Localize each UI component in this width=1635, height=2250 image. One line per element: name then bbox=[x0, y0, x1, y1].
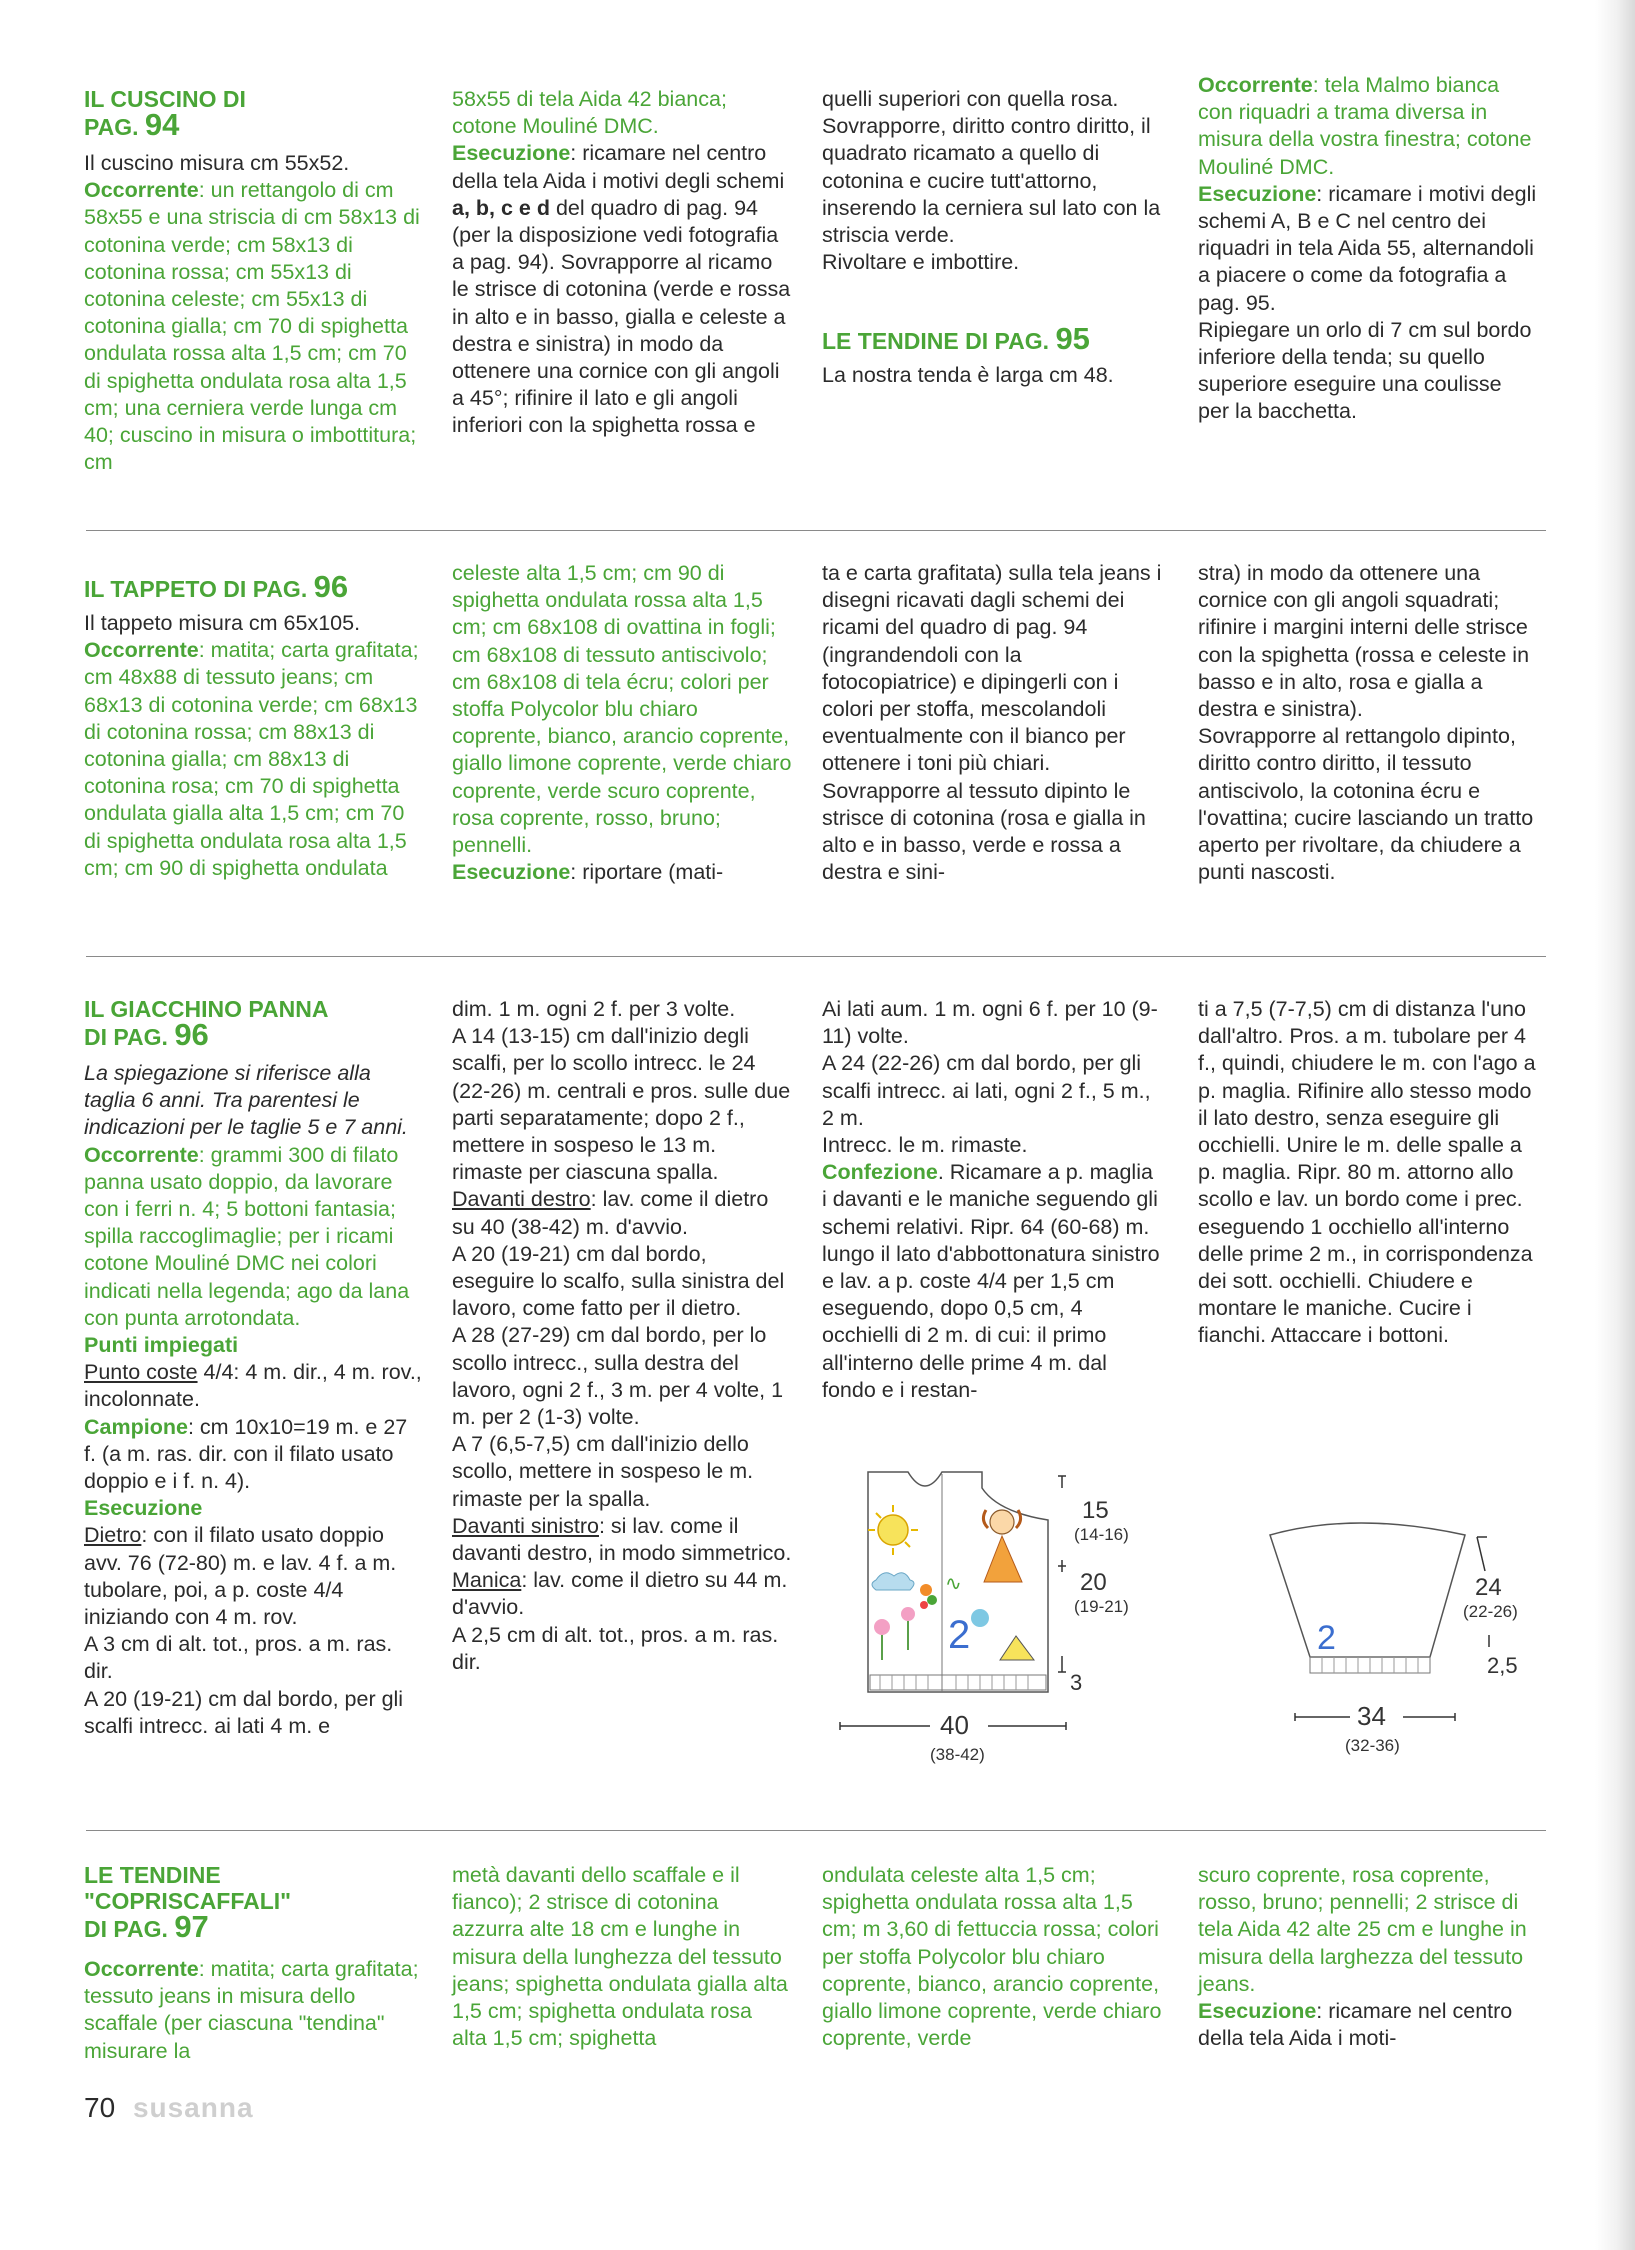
tappeto-occorrente bbox=[84, 637, 424, 882]
punto-coste-text: 4/4: 4 m. dir., 4 m. rov., incolonnate. bbox=[84, 1360, 422, 1412]
page-edge bbox=[1595, 0, 1635, 2250]
vest-dim-15-range: (14-16) bbox=[1074, 1525, 1129, 1544]
vest-dim-40: 40 bbox=[940, 1710, 969, 1740]
confezione bbox=[822, 1159, 1162, 1404]
occorrente-text: : matita; carta grafitata; tessuto jeans in misura dello scaffale (per ciascuna "tendina" misurare la bbox=[84, 1957, 419, 2063]
cuscino-paragraph-3: Rivoltare e imbottire. bbox=[822, 250, 1020, 275]
cuscino-paragraph-2: Sovrapporre, diritto contro diritto, il quadrato ricamato a quello di cotonina e cucire tutt'attorno, inserendo la cerniera sul lato con la striscia verde. bbox=[822, 114, 1161, 248]
copriscaffali-c4-text: scuro coprente, rosa coprente, rosso, bruno; pennelli; 2 strisce di tela Aida 42 alte 25 cm e lunghe in misura della larghezza del tessuto jeans. bbox=[1198, 1863, 1527, 1996]
dietro-text: : con il filato usato doppio avv. 76 (72-80) m. e lav. 4 f. a m. tubolare, poi, a p. coste 4/4 iniziando con 4 m. rov. bbox=[84, 1523, 397, 1630]
cuscino-materials-cont: 58x55 di tela Aida 42 bianca; cotone Mouliné DMC. bbox=[452, 87, 727, 139]
occorrente-label: Occorrente bbox=[1198, 73, 1313, 97]
campione-label: Campione bbox=[84, 1414, 188, 1439]
giacchino-heading-number: 96 bbox=[174, 1017, 209, 1052]
giacchino-c2-p6: A 2,5 cm di alt. tot., pros. a m. ras. dir. bbox=[452, 1622, 779, 1674]
giacchino-heading-line2: DI PAG. bbox=[84, 1024, 168, 1050]
vest-dim-15: 15 bbox=[1082, 1497, 1109, 1524]
copriscaffali-heading-line1: LE TENDINE bbox=[84, 1862, 221, 1888]
sleeve-drawing bbox=[1255, 1515, 1555, 1775]
copriscaffali-column-1 bbox=[84, 1862, 424, 2065]
occorrente-label: Occorrente bbox=[84, 178, 199, 203]
magazine-brand: susanna bbox=[132, 2092, 254, 2123]
davanti-sinistro-label: Davanti sinistro bbox=[452, 1513, 599, 1538]
cuscino-size: Il cuscino misura cm 55x52. bbox=[84, 151, 350, 175]
esecuzione-text-b: del quadro di pag. 94 (per la disposizione vedi fotografia a pag. 94). Sovrapporre al ricamo le strisce di cotonina (verde e rossa in alto e in basso, gialla e celeste a destra e sinistra) in modo da ottenere una cornice con gli angoli a 45°; rifinire il lato e gli angoli inferiori con la spighetta rossa e bbox=[452, 195, 791, 438]
tendine95-paragraph-2: Ripiegare un orlo di 7 cm sul bordo inferiore della tenda; su quello superiore eseguire una coulisse per la bacchetta. bbox=[1198, 317, 1532, 424]
occorrente-text: : un rettangolo di cm 58x55 e una striscia di cm 58x13 di cotonina verde; cm 58x13 di cotonina rossa; cm 55x13 di cotonina celeste; cm 55x13 di cotonina gialla; cm 70 di spighetta ondulata rossa alta 1,5 cm; cm 70 di spighetta ondulata rosa alta 1,5 cm; una cerniera verde lunga cm 40; cuscino in misura o imbottitura; cm bbox=[84, 178, 420, 475]
copriscaffali-occorrente bbox=[84, 1956, 424, 2065]
punti-label: Punti impiegati bbox=[84, 1333, 239, 1358]
sleeve-dim-34: 34 bbox=[1357, 1701, 1386, 1731]
tappeto-materials-cont: celeste alta 1,5 cm; cm 90 di spighetta ondulata rossa alta 1,5 cm; cm 68x108 di ovattina in fogli; cm 68x108 di tessuto antiscivolo; cm 68x108 di tela écru; colori per stoffa Polycolor blu chiaro coprente, bianco, arancio coprente, giallo limone coprente, verde chiaro coprente, verde scuro coprente, rosa coprente, rosso, bruno; pennelli. bbox=[452, 561, 792, 858]
tendine95-esecuzione bbox=[1198, 181, 1538, 317]
copriscaffali-heading bbox=[84, 1862, 424, 1942]
vest-dim-40-range: (38-42) bbox=[930, 1745, 985, 1764]
sleeve-dim-24-range: (22-26) bbox=[1463, 1602, 1518, 1621]
giacchino-heading-line1: IL GIACCHINO PANNA bbox=[84, 996, 329, 1022]
tappeto-paragraph-1: ta e carta grafitata) sulla tela jeans i disegni ricavati dagli schemi dei ricami del quadro di pag. 94 (ingrandendoli con la fotocopiatrice) e dipingerli con i colori per stoffa, mescolandoli eventualmente con il bianco per ottenere i toni più chiari. bbox=[822, 561, 1162, 776]
vest-dim-20: 20 bbox=[1080, 1569, 1107, 1596]
giacchino-c3-p2: A 24 (22-26) cm dal bordo, per gli scalfi intrecc. ai lati, ogni 2 f., 5 m., 2 m. bbox=[822, 1051, 1151, 1130]
giacchino-c2-p1: dim. 1 m. ogni 2 f. per 3 volte. bbox=[452, 997, 736, 1021]
giacchino-c3-p1: Ai lati aum. 1 m. ogni 6 f. per 10 (9-11) volte. bbox=[822, 997, 1158, 1049]
tendine95-occorrente bbox=[1198, 72, 1538, 181]
vest-dim-20-range: (19-21) bbox=[1074, 1597, 1129, 1616]
vest-schematic bbox=[830, 1460, 1150, 1780]
giacchino-column-4 bbox=[1198, 996, 1538, 1350]
dietro bbox=[84, 1522, 424, 1631]
giacchino-c2-p5: A 7 (6,5-7,5) cm dall'inizio dello scollo, mettere in sospeso le m. rimaste per la spalla. bbox=[452, 1432, 754, 1511]
tappeto-paragraph-3: stra) in modo da ottenere una cornice con gli angoli squadrati; rifinire i margini interni delle strisce con la spighetta (rossa e celeste in basso e in alto, rosa e gialla a destra e sinistra). bbox=[1198, 561, 1530, 722]
giacchino-intro: La spiegazione si riferisce alla taglia 6 anni. Tra parentesi le indicazioni per le taglie 5 e 7 anni. bbox=[84, 1061, 408, 1140]
divider bbox=[86, 530, 1546, 531]
giacchino-heading bbox=[84, 996, 424, 1050]
manica-label: Manica bbox=[452, 1568, 522, 1593]
tendine95-heading bbox=[822, 321, 1162, 357]
svg-text:∿: ∿ bbox=[945, 1573, 962, 1595]
schema-letters: a, b, c e d bbox=[452, 195, 550, 220]
copriscaffali-heading-line2: "COPRISCAFFALI" bbox=[84, 1888, 292, 1914]
vest-dim-3: 3 bbox=[1070, 1670, 1083, 1695]
copriscaffali-column-4 bbox=[1198, 1862, 1538, 2052]
sleeve-schematic bbox=[1255, 1515, 1555, 1775]
tendine95-size: La nostra tenda è larga cm 48. bbox=[822, 363, 1114, 388]
sleeve-dim-34-range: (32-36) bbox=[1345, 1736, 1400, 1755]
giacchino-c2-p3: A 20 (19-21) cm dal bordo, eseguire lo scalfo, sulla sinistra del lavoro, come fatto per il dietro. bbox=[452, 1241, 785, 1321]
giacchino-column-2 bbox=[452, 996, 792, 1676]
campione bbox=[84, 1414, 424, 1496]
tendine95-heading-number: 95 bbox=[1055, 321, 1090, 357]
tappeto-esecuzione bbox=[452, 859, 792, 886]
cuscino-heading-text: IL CUSCINO DI PAG. bbox=[84, 86, 246, 140]
cuscino-esecuzione bbox=[452, 140, 792, 439]
punto-coste-label: Punto coste bbox=[84, 1360, 198, 1385]
esecuzione-label: Esecuzione bbox=[452, 860, 571, 885]
copriscaffali-esecuzione bbox=[1198, 1998, 1538, 2052]
giacchino-paragraph-a: A 3 cm di alt. tot., pros. a m. ras. dir. bbox=[84, 1632, 393, 1684]
occorrente-label: Occorrente bbox=[84, 1142, 199, 1167]
giacchino-occorrente bbox=[84, 1142, 424, 1332]
davanti-destro-text: : lav. come il dietro su 40 (38-42) m. d'avvio. bbox=[452, 1187, 769, 1239]
esecuzione-label: Esecuzione bbox=[1198, 181, 1317, 206]
tappeto-heading bbox=[84, 569, 424, 604]
esecuzione-label: Esecuzione bbox=[84, 1496, 203, 1521]
tappeto-paragraph-4: Sovrapporre al rettangolo dipinto, diritto contro diritto, il tessuto antiscivolo, la cotonina écru e l'ovattina; cucire lasciando un tratto aperto per rivoltare, da chiudere a punti nascosti. bbox=[1198, 724, 1534, 885]
giacchino-column-3 bbox=[822, 996, 1162, 1404]
copriscaffali-column-3 bbox=[822, 1862, 1162, 2052]
esecuzione-text: : ricamare i motivi degli schemi A, B e C nel centro dei riquadri in tela Aida 55, alternandoli a piacere o come da fotografia a pag. 95. bbox=[1198, 181, 1537, 315]
page-footer bbox=[84, 2092, 254, 2124]
cuscino-heading bbox=[84, 86, 264, 140]
tappeto-column-3 bbox=[822, 560, 1162, 886]
cuscino-heading-number: 94 bbox=[144, 107, 180, 142]
tappeto-paragraph-2: Sovrapporre al tessuto dipinto le strisce di cotonina (rosa e gialla in alto e in basso, verde e rossa a destra e sini- bbox=[822, 778, 1146, 885]
cuscino-column-1 bbox=[84, 86, 424, 476]
esecuzione-label: Esecuzione bbox=[452, 141, 571, 166]
occorrente-text: : matita; carta grafitata; cm 48x88 di tessuto jeans; cm 68x13 di cotonina verde; cm 68x13 di cotonina rossa; cm 88x13 di cotonina gialla; cm 88x13 di cotonina rosa; cm 70 di spighetta ondulata gialla alta 1,5 cm; cm 70 di spighetta ondulata rosa alta 1,5 cm; cm 90 di spighetta ondulata bbox=[84, 638, 419, 880]
manica-text: : lav. come il dietro su 44 m. d'avvio. bbox=[452, 1568, 788, 1620]
copriscaffali-column-2 bbox=[452, 1862, 792, 2052]
cuscino-paragraph-1: quelli superiori con quella rosa. bbox=[822, 87, 1119, 111]
cuscino-column-3 bbox=[822, 86, 1162, 390]
svg-text:2: 2 bbox=[948, 1613, 971, 1657]
occorrente-text: : grammi 300 di filato panna usato doppio, da lavorare con i ferri n. 4; 5 bottoni fantasia; spilla raccoglimaglie; per i ricami cotone Mouliné DMC nei colori indicati nella legenda; ago da lana con punta arrotondata. bbox=[84, 1142, 410, 1330]
tendine95-column bbox=[1198, 72, 1538, 426]
davanti-destro-label: Davanti destro bbox=[452, 1187, 591, 1212]
davanti-sinistro bbox=[452, 1513, 792, 1567]
tappeto-column-4 bbox=[1198, 560, 1538, 886]
esecuzione-text-a: : ricamare nel centro della tela Aida i motivi degli schemi bbox=[452, 141, 785, 193]
tappeto-heading-number: 96 bbox=[313, 569, 349, 604]
copriscaffali-heading-line3: DI PAG. bbox=[84, 1916, 168, 1942]
giacchino-c3-p3: Intrecc. le m. rimaste. bbox=[822, 1133, 1028, 1158]
divider bbox=[86, 1830, 1546, 1831]
tappeto-column-2 bbox=[452, 560, 792, 886]
esecuzione-text: : ricamare nel centro della tela Aida i moti- bbox=[1198, 1999, 1513, 2051]
sleeve-dim-24: 24 bbox=[1475, 1574, 1502, 1601]
page-number: 70 bbox=[84, 2092, 116, 2123]
giacchino-c2-p4: A 28 (27-29) cm dal bordo, per lo scollo intrecc., sulla destra del lavoro, ogni 2 f., 3 m. per 4 volte, 1 m. per 2 (1-3) volte. bbox=[452, 1323, 784, 1430]
copriscaffali-heading-number: 97 bbox=[174, 1909, 209, 1944]
giacchino-paragraph-b: A 20 (19-21) cm dal bordo, per gli scalfi intrecc. ai lati 4 m. e bbox=[84, 1686, 404, 1738]
giacchino-c4-p1: ti a 7,5 (7-7,5) cm di distanza l'uno dall'altro. Pros. a m. tubolare per 4 f., quindi, chiudere le m. con l'ago a p. maglia. Rifinire allo stesso modo il lato destro, senza eseguire gli occhielli. Unire le m. delle spalle a p. maglia. Ripr. 80 m. attorno allo scollo e lav. un bordo come i prec. eseguendo 1 occhiello all'interno delle prime 2 m., in corrispondenza dei sott. occhielli. Chiudere e montare le maniche. Cucire i fianchi. Attaccare i bottoni. bbox=[1198, 997, 1536, 1348]
occorrente-label: Occorrente bbox=[84, 1957, 199, 1981]
dietro-label: Dietro bbox=[84, 1523, 142, 1548]
tappeto-heading-text: IL TAPPETO DI PAG. bbox=[84, 576, 308, 602]
svg-text:2: 2 bbox=[1317, 1619, 1336, 1657]
occorrente-text: : tela Malmo bianca con riquadri a trama diversa in misura della vostra finestra; cotone Mouliné DMC. bbox=[1198, 73, 1532, 179]
vest-drawing bbox=[830, 1460, 1150, 1780]
copriscaffali-c3-text: ondulata celeste alta 1,5 cm; spighetta ondulata rossa alta 1,5 cm; m 3,60 di fettuccia rossa; colori per stoffa Polycolor blu chiaro coprente, bianco, arancio coprente, giallo limone coprente, verde chiaro coprente, verde bbox=[822, 1863, 1162, 2051]
punto-coste bbox=[84, 1359, 424, 1413]
occorrente-label: Occorrente bbox=[84, 638, 199, 663]
campione-text: : cm 10x10=19 m. e 27 f. (a m. ras. dir. con il filato usato doppio e i f. n. 4). bbox=[84, 1414, 408, 1494]
davanti-destro bbox=[452, 1186, 792, 1240]
esecuzione-label: Esecuzione bbox=[1198, 1999, 1317, 2024]
tendine95-heading-text: LE TENDINE DI PAG. bbox=[822, 328, 1050, 355]
davanti-sinistro-text: : si lav. come il davanti destro, in modo simmetrico. bbox=[452, 1513, 792, 1566]
cuscino-column-2 bbox=[452, 86, 792, 440]
esecuzione-text: : riportare (mati- bbox=[570, 860, 724, 885]
confezione-label: Confezione bbox=[822, 1160, 938, 1185]
cuscino-occorrente bbox=[84, 177, 424, 476]
sleeve-dim-2-5: 2,5 bbox=[1487, 1653, 1518, 1678]
giacchino-c2-p2: A 14 (13-15) cm dall'inizio degli scalfi, per lo scollo intrecc. le 24 (22-26) m. centrali e pros. sulle due parti separatamente; dopo 2 f., mettere in sospeso le 13 m. rimaste per ciascuna spalla. bbox=[452, 1024, 791, 1185]
tappeto-size: Il tappeto misura cm 65x105. bbox=[84, 611, 361, 635]
tappeto-column-1 bbox=[84, 569, 424, 882]
copriscaffali-c2-text: metà davanti dello scaffale e il fianco); 2 strisce di cotonina azzurra alte 18 cm e lunghe in misura della lunghezza del tessuto jeans; spighetta ondulata gialla alta 1,5 cm; spighetta ondulata rosa alta 1,5 cm; spighetta bbox=[452, 1863, 788, 2051]
confezione-text: . Ricamare a p. maglia i davanti e le maniche seguendo gli schemi relativi. Ripr. 64 (60-68) m. lungo il lato d'abbottonatura sinistro e lav. a p. coste 4/4 per 1,5 cm eseguendo, dopo 0,5 cm, 4 occhielli di 2 m. di cui: il primo all'interno delle prime 4 m. dal fondo e i restan- bbox=[822, 1160, 1160, 1402]
manica bbox=[452, 1567, 792, 1621]
divider bbox=[86, 956, 1546, 957]
giacchino-column-1 bbox=[84, 996, 424, 1740]
